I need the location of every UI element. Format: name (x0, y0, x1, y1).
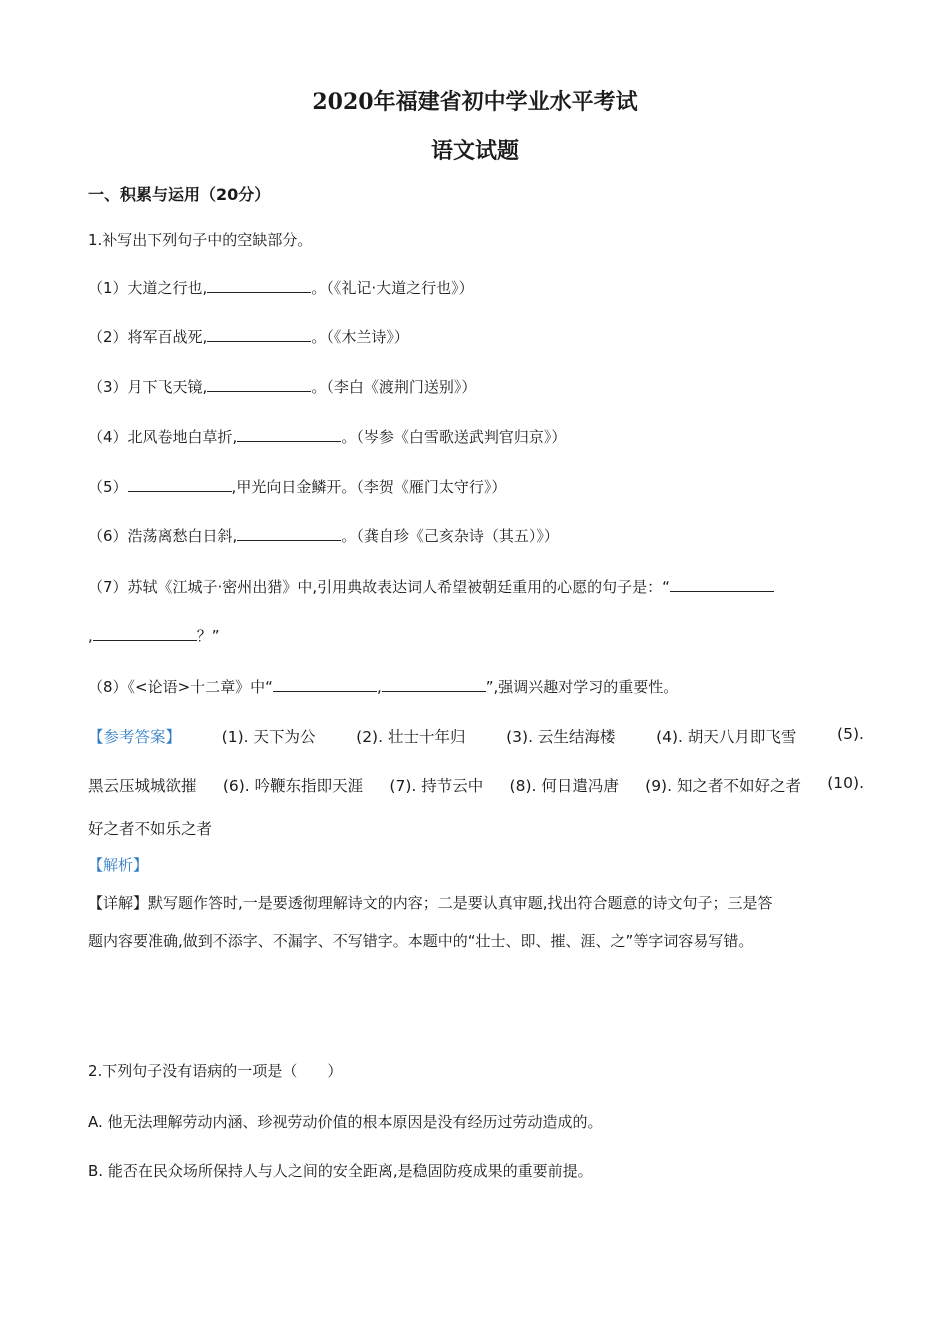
answer-item: (5). (837, 725, 864, 743)
answer-item: (1). 天下为公 (221, 728, 316, 746)
q1-item-8: （8）《<论语>十二章》中“ , ”,强调兴趣对学习的重要性。 (88, 678, 679, 696)
answer-blank (207, 326, 311, 342)
answer-item: (10). (827, 774, 864, 792)
q1-item-3: （3）月下飞天镜, 。（李白《渡荆门送别》） (88, 378, 477, 396)
analysis-label: 【解析】 (88, 856, 149, 874)
question-2-stem: 2.下列句子没有语病的一项是（ ） (88, 1062, 343, 1080)
answer-item: 黑云压城城欲摧 (88, 777, 197, 795)
q1-item-4: （4）北风卷地白草折, 。（岑参《白雪歌送武判官归京》） (88, 428, 567, 446)
answer-blank (128, 476, 232, 492)
q1-item-7-line2: , ？” (88, 627, 220, 645)
q2-option-b: B. 能否在民众场所保持人与人之间的安全距离,是稳固防疫成果的重要前提。 (88, 1162, 593, 1180)
answer-label: 【参考答案】 (88, 728, 182, 746)
question-1-stem: 1.补写出下列句子中的空缺部分。 (88, 231, 313, 249)
answer-row-1 (88, 725, 864, 747)
answer-blank (237, 525, 341, 541)
q1-item-5: （5） ,甲光向日金鳞开。（李贺《雁门太守行》） (88, 478, 507, 496)
answer-blank (237, 426, 341, 442)
answer-blank (382, 676, 486, 692)
answer-row-2 (88, 774, 864, 796)
q1-item-7-line1: （7）苏轼《江城子·密州出猎》中,引用典故表达词人希望被朝廷重用的心愿的句子是：“ (88, 576, 774, 597)
answer-item: (6). 吟鞭东指即天涯 (222, 777, 364, 795)
answer-item: (9). 知之者不如好之者 (645, 777, 801, 795)
q1-item-6: （6）浩荡离愁白日斜, 。（龚自珍《己亥杂诗（其五）》） (88, 527, 559, 545)
answer-item: (7). 持节云中 (389, 777, 484, 795)
answer-item: (2). 壮士十年归 (356, 728, 466, 746)
answer-blank (207, 376, 311, 392)
q1-item-1: （1）大道之行也, 。（《礼记·大道之行也》） (88, 279, 474, 297)
answer-row-3: 好之者不如乐之者 (88, 820, 213, 838)
answer-blank (207, 277, 311, 293)
analysis-line-1: 【详解】默写题作答时,一是要透彻理解诗文的内容；二是要认真审题,找出符合题意的诗文句子；三是答 (88, 894, 773, 912)
answer-item: (3). 云生结海楼 (506, 728, 616, 746)
answer-blank (273, 676, 377, 692)
answer-blank (93, 625, 197, 641)
exam-title: 2020年福建省初中学业水平考试 (312, 89, 638, 115)
answer-item: (8). 何日遣冯唐 (509, 777, 619, 795)
q1-item-2: （2）将军百战死, 。（《木兰诗》） (88, 328, 409, 346)
analysis-line-2: 题内容要准确,做到不添字、不漏字、不写错字。本题中的“壮士、即、摧、涯、之”等字词容易写错。 (88, 932, 754, 950)
answer-blank (670, 576, 774, 592)
q2-option-a: A. 他无法理解劳动内涵、珍视劳动价值的根本原因是没有经历过劳动造成的。 (88, 1113, 603, 1131)
section-heading: 一、积累与运用（20分） (88, 185, 271, 204)
answer-item: (4). 胡天八月即飞雪 (656, 728, 797, 746)
exam-subtitle: 语文试题 (430, 138, 519, 164)
